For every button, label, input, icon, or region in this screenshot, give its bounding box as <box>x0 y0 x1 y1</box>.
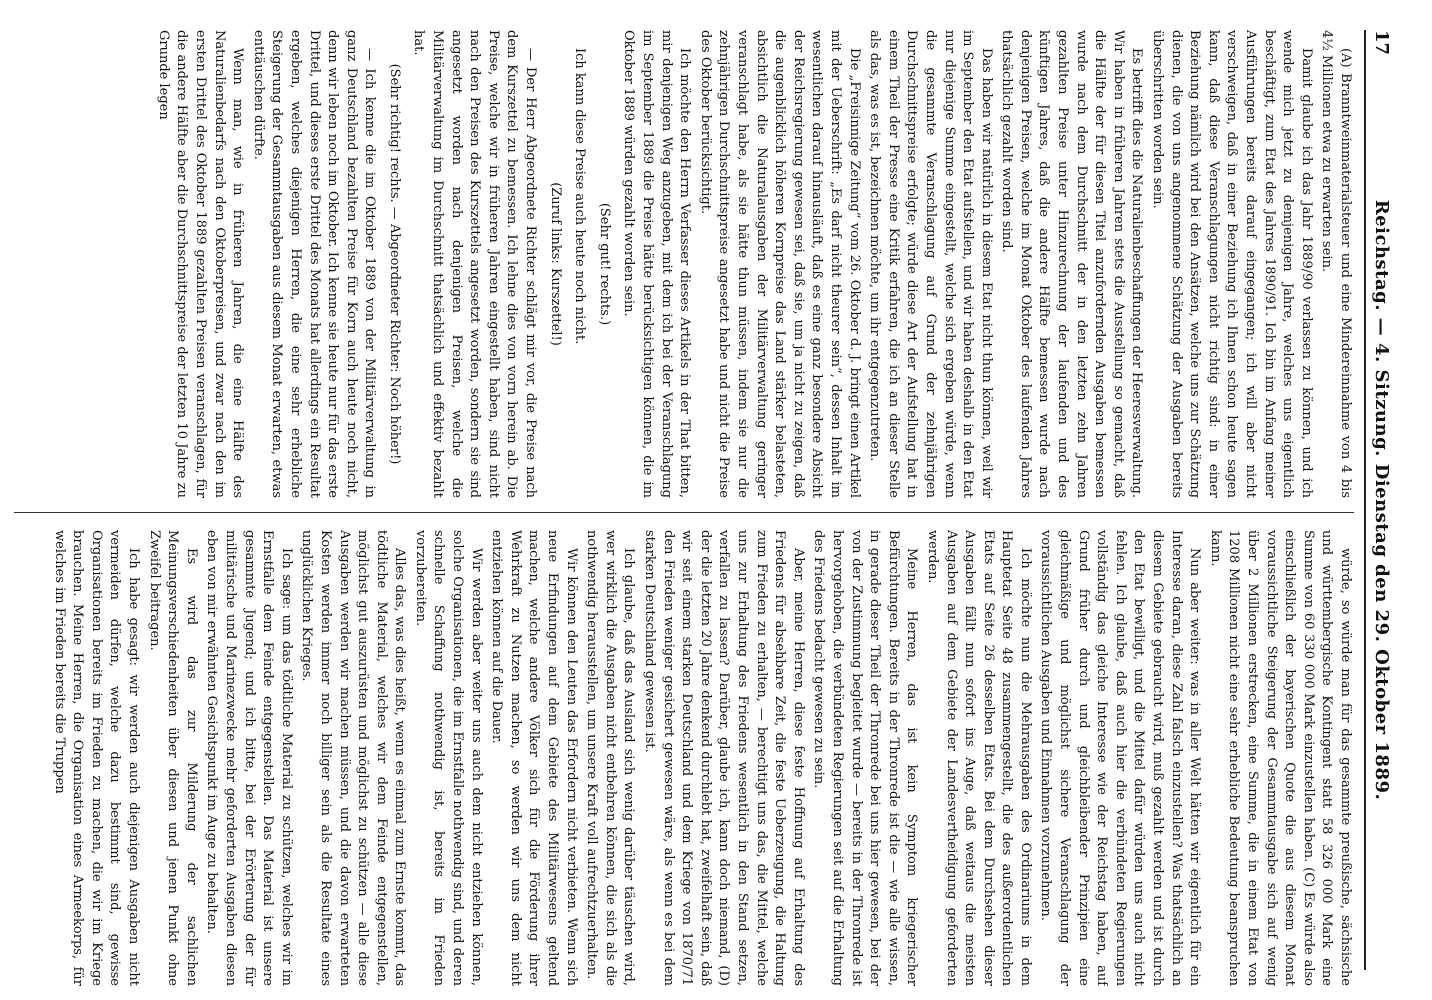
paragraph: Nun aber weiter: was in aller Welt hätten wir eigentlich für ein Interesse daran, diese Zahl falsch einzustellen? Was thatsächlich an diesem Gebiete gebraucht wird, muß gezahlt werden und ist durch den Etat bewilligt, und die Mittel dafür würden uns auch nicht fehlen. Ich glaube, daß auch hier die verbündeten Regierungen vollständig das gleiche Interesse wie der Reichstag haben, auf Grund früher durch und gleichbleibender Prinzipien eine gleichmäßige und möglichst sichere Veranschlagung der voraussichtlichen Ausgaben und Einnahmen vorzunehmen. <box>1038 530 1203 986</box>
paragraph: Meine Herren, das ist kein Symptom kriegerischer Befürchtungen. Bereits in der Thronrede ist die — wie alle wissen, in gerade dieser Theil der Thronrede bei uns hier gewesen, bei der von der Zustimmung begleitet wurde — bereits in der Thronrede ist hervorgehoben, die verbündeten Regierungen seit auf die Erhaltung des Friedens bedacht gewesen zu sein. <box>811 530 920 986</box>
paragraph: (Sehr richtig! rechts. — Abgeordneter Richter: Noch höher!) <box>386 63 402 465</box>
paragraph: (A) Branntweinmaterialsteuer und eine Mindereinnahme von 4 bis 4½ Millionen etwa zu erwarten sein. <box>1319 30 1353 498</box>
paragraph: Damit glaube ich das Jahr 1889/90 verlassen zu können, und ich wende mich jetzt zu demjenigen Jahre, welches uns eigentlich beschäftigt, zum Etat des Jahres 1890/91. Ich bin im Anfang meiner Ausführungen bereits darauf eingegangen; ich will aber nicht verschweigen, daß in einer Beziehung ich Ihnen schon heute sagen kann, daß diese Veranschlagungen nicht richtig sind: in einer Beziehung nämlich wird bei den Ansätzen, welche uns zur Schätzung dienen, die von uns angenommene Schätzung der Ausgaben bereits überschritten worden sein. <box>1150 30 1314 498</box>
paragraph: Ich glaube, daß das Ausland sich wenig darüber täuschen wird, wer wirklich die Ausgaben nicht entbehren können, die sich als die nothwendig herausstellen, um unsere Kraft voll aufrechtzuerhalten. <box>584 530 637 986</box>
paragraph: Das haben wir natürlich in diesem Etat nicht thun können, weil wir im September den Etat aufstellen, und wir haben deshalb in den Etat nur diejenige Summe eingestellt, welche sich ergeben würde, wenn die gesammte Veranschlagung auf Grund der zehnjährigen Durchschnittspreise erfolgte; würde diese Art der Aufstellung hat in einem Theil der Presse eine Kritik erfahren, die ich an dieser Stelle als das, was es ist, bezeichnen möchte, um ihr entgegenzutreten. <box>867 30 994 498</box>
paragraph: Wenn man, wie in früheren Jahren, die eine Hälfte des Naturalienbedarfs nach den Oktoberpreisen, und zwar nach den im ersten Drittel des Oktober 1889 gezahlten Preisen veranschlagen, für die andere Hälfte aber die Durchschnittspreise der letzten 10 Jahre zu Grunde legen <box>155 30 246 498</box>
paragraph: Wir werden aber weiter uns auch dem nicht entziehen können, solche Organisationen, die im Ernstfalle nothwendig sind, und deren schnelle Schaffung nothwendig ist, bereits im Frieden vorzubereiten. <box>412 530 484 986</box>
paragraph: (Sehr gut! rechts.) <box>596 202 612 326</box>
paragraph: Ich möchte nun die Mehrausgaben des Ordinariums in dem Hauptetat Seite 48 zusammengestellt, die des außerordentlichen Etats auf Seite 26 desselben Etats. Bei dem Durchsehen dieser Ausgaben fällt nun sofort ins Auge, daß weitaus die meisten Ausgaben auf dem Gebiete der Landesvertheidigung geforderten werden. <box>924 530 1033 986</box>
right-column <box>14 530 1354 986</box>
paragraph: Es betrifft dies die Naturalienbeschaffungen der Heeresverwaltung. Wir haben in früheren Jahren stets die Ausstellung so gemacht, daß die Hälfte der für diesen Titel anzufordernden Ausgaben bemessen wurde nach dem Durchschnitt der in den letzten zehn Jahren gezahlten Preise unter Hinzurechnung der laufenden und des künftigen Jahres, daß die andere Hälfte bemessen wurde nach denjenigen Preisen, welche im Monat Oktober des laufenden Jahres thatsächlich gezahlt worden sind. <box>999 30 1145 498</box>
page-header <box>1364 30 1394 970</box>
page-number: 17 <box>1371 30 1392 56</box>
paragraph: (Zuruf links: Kurszettel!) <box>547 182 563 346</box>
paragraph: — Ich kenne die im Oktober 1889 von der Militärverwaltung in ganz Deutschland bezahlten Preise für Korn auch heute noch nicht, denn wir leben noch im Oktober. Ich kenne sie heute nur für das erste Drittel, und dieses erste Drittel des Monats hat allerdings ein Resultat ergeben, welches diejenigen Herren, die eine sehr erhebliche Steigerung der Gesammtausgaben aus diesem Monat erwarten, etwas enttäuschen dürfte. <box>250 30 378 498</box>
paragraph: — Der Herr Abgeordnete Richter schlägt mir vor, die Preise nach dem Kurszettel zu bemessen. Ich lehne dies von vorn herein ab. Die Preise, welche wir in früheren Jahren eingestellt haben, sind nicht nach den Preisen des Kurszettels angesetzt worden, sondern sie sind angesetzt worden nach denjenigen Preisen, welche die Militärverwaltung im Durchschnitt thatsächlich und effektiv bezahlt hat. <box>411 30 539 498</box>
paragraph: Wir können den Leuten das Erfordern nicht verbieten. Wenn sich neue Erfindungen auf dem Gebiete des Militärwesens geltend machen, welche andere Völker sich für die Förderung ihrer Wehrkraft zu Nutzen machen, so werden wir uns dem nicht entziehen können auf die Dauer. <box>489 530 579 986</box>
paragraph: Aber, meine Herren, diese feste Hoffnung auf Erhaltung des Friedens für absehbare Zeit, die feste Ueberzeugung, die Haltung zum Frieden zu erhalten, — berechtigt uns das, die Mittel, welche uns zur Erhaltung des Friedens wesentlich in den Stand setzen, verfallen zu lassen? Darüber, glaube ich, kann doch niemand, (D) der die letzten 20 Jahre denkend durchlebt hat, zweifelhaft sein, daß wir seit einem starken Deutschland und dem Kriege von 1870/71 den Frieden weniger gesichert gewesen wäre, als wenn es bei dem starken Deutschland gewesen ist. <box>642 530 806 986</box>
left-column <box>14 30 1354 498</box>
paragraph: Ich möchte den Herrn Verfasser dieses Artikels in der That bitten, mir denjenigen Weg anzugeben, mit dem ich bei der Veranschlagung im September 1889 die Preise hätte berücksichtigen können, die im Oktober 1889 würden gezahlt worden sein. <box>621 30 693 498</box>
paragraph: Ich sage: um das tödtliche Material zu schützen, welches wir im Ernstfalle dem Feinde entgegenstellen. Das Material ist unsere gesammte Jugend; und ich bitte, bei der Erörterung der für militärische und Marinezwecke mehr geforderten Ausgaben diesen eben von mir erwähnten Gesichtspunkt im Auge zu behalten. <box>204 530 294 986</box>
column-divider <box>14 512 1354 513</box>
paragraph: würde, so würde man für das gesammte preußische, sächsische und württembergische Kontingent statt 58 326 000 Mark eine Summe von 60 330 000 Mark einzustellen haben. (C) Es würde also einschließlich der bayerischen Quote die aus diesem Monat voraussichtliche Steigerung der Gesammtausgabe sich auf wenig über 2 Millionen erstrecken, eine Summe, die in einem Etat von 1208 Millionen nicht eine sehr erhebliche Bedeutung beanspruchen kann. <box>1207 530 1353 986</box>
paragraph: Es wird das zur Milderung der sachlichen Meinungsverschiedenheiten über diesen und jenen Punkt ohne Zweifel beitragen. <box>146 530 199 986</box>
paragraph: Ich kann diese Preise auch heute noch nicht. <box>572 48 588 345</box>
page-title: Reichstag. — 4. Sitzung. Dienstag den 29. Oktober 1889. <box>1371 199 1392 801</box>
paragraph: Ich habe gesagt: wir werden auch diejenigen Ausgaben nicht vermeiden dürfen, welche dazu bestimmt sind, gewisse Organisationen bereits im Frieden zu machen, die wir im Kriege brauchen. Meine Herren, die Organisation eines Armeekorps, für welches im Frieden bereits die Truppen <box>51 530 141 986</box>
paragraph: Die „Freisinnige Zeitung“ vom 26. Oktober d. J. bringt einen Artikel mit der Ueberschrift: „Es darf nicht theurer sein“, dessen Inhalt im wesentlichen darauf hinausläuft, daß es eine ganz besondere Absicht der Reichsregierung gewesen sei, daß sie, um ja nicht zu zeigen, daß die augenblicklich höheren Kornpreise das Land stärker belasteten, absichtlich die Naturalausgaben der Militärverwaltung geringer veranschlagt habe, als sie hätte thun müssen, indem sie nur die zehnjährigen Durchschnittspreise angesetzt habe und nicht die Preise des Oktober berücksichtigt. <box>697 30 862 498</box>
paragraph: Alles das, was dies heißt, wenn es einmal zum Ernste kommt, das tödtliche Material, welches wir dem Feinde entgegenstellen, möglichst gut auszurüsten und möglichst zu schützen — alle diese Ausgaben werden wir machen müssen, und die davon erwarteten Kosten werden immer noch billiger sein als die Resultate eines unglücklichen Krieges. <box>299 530 408 986</box>
